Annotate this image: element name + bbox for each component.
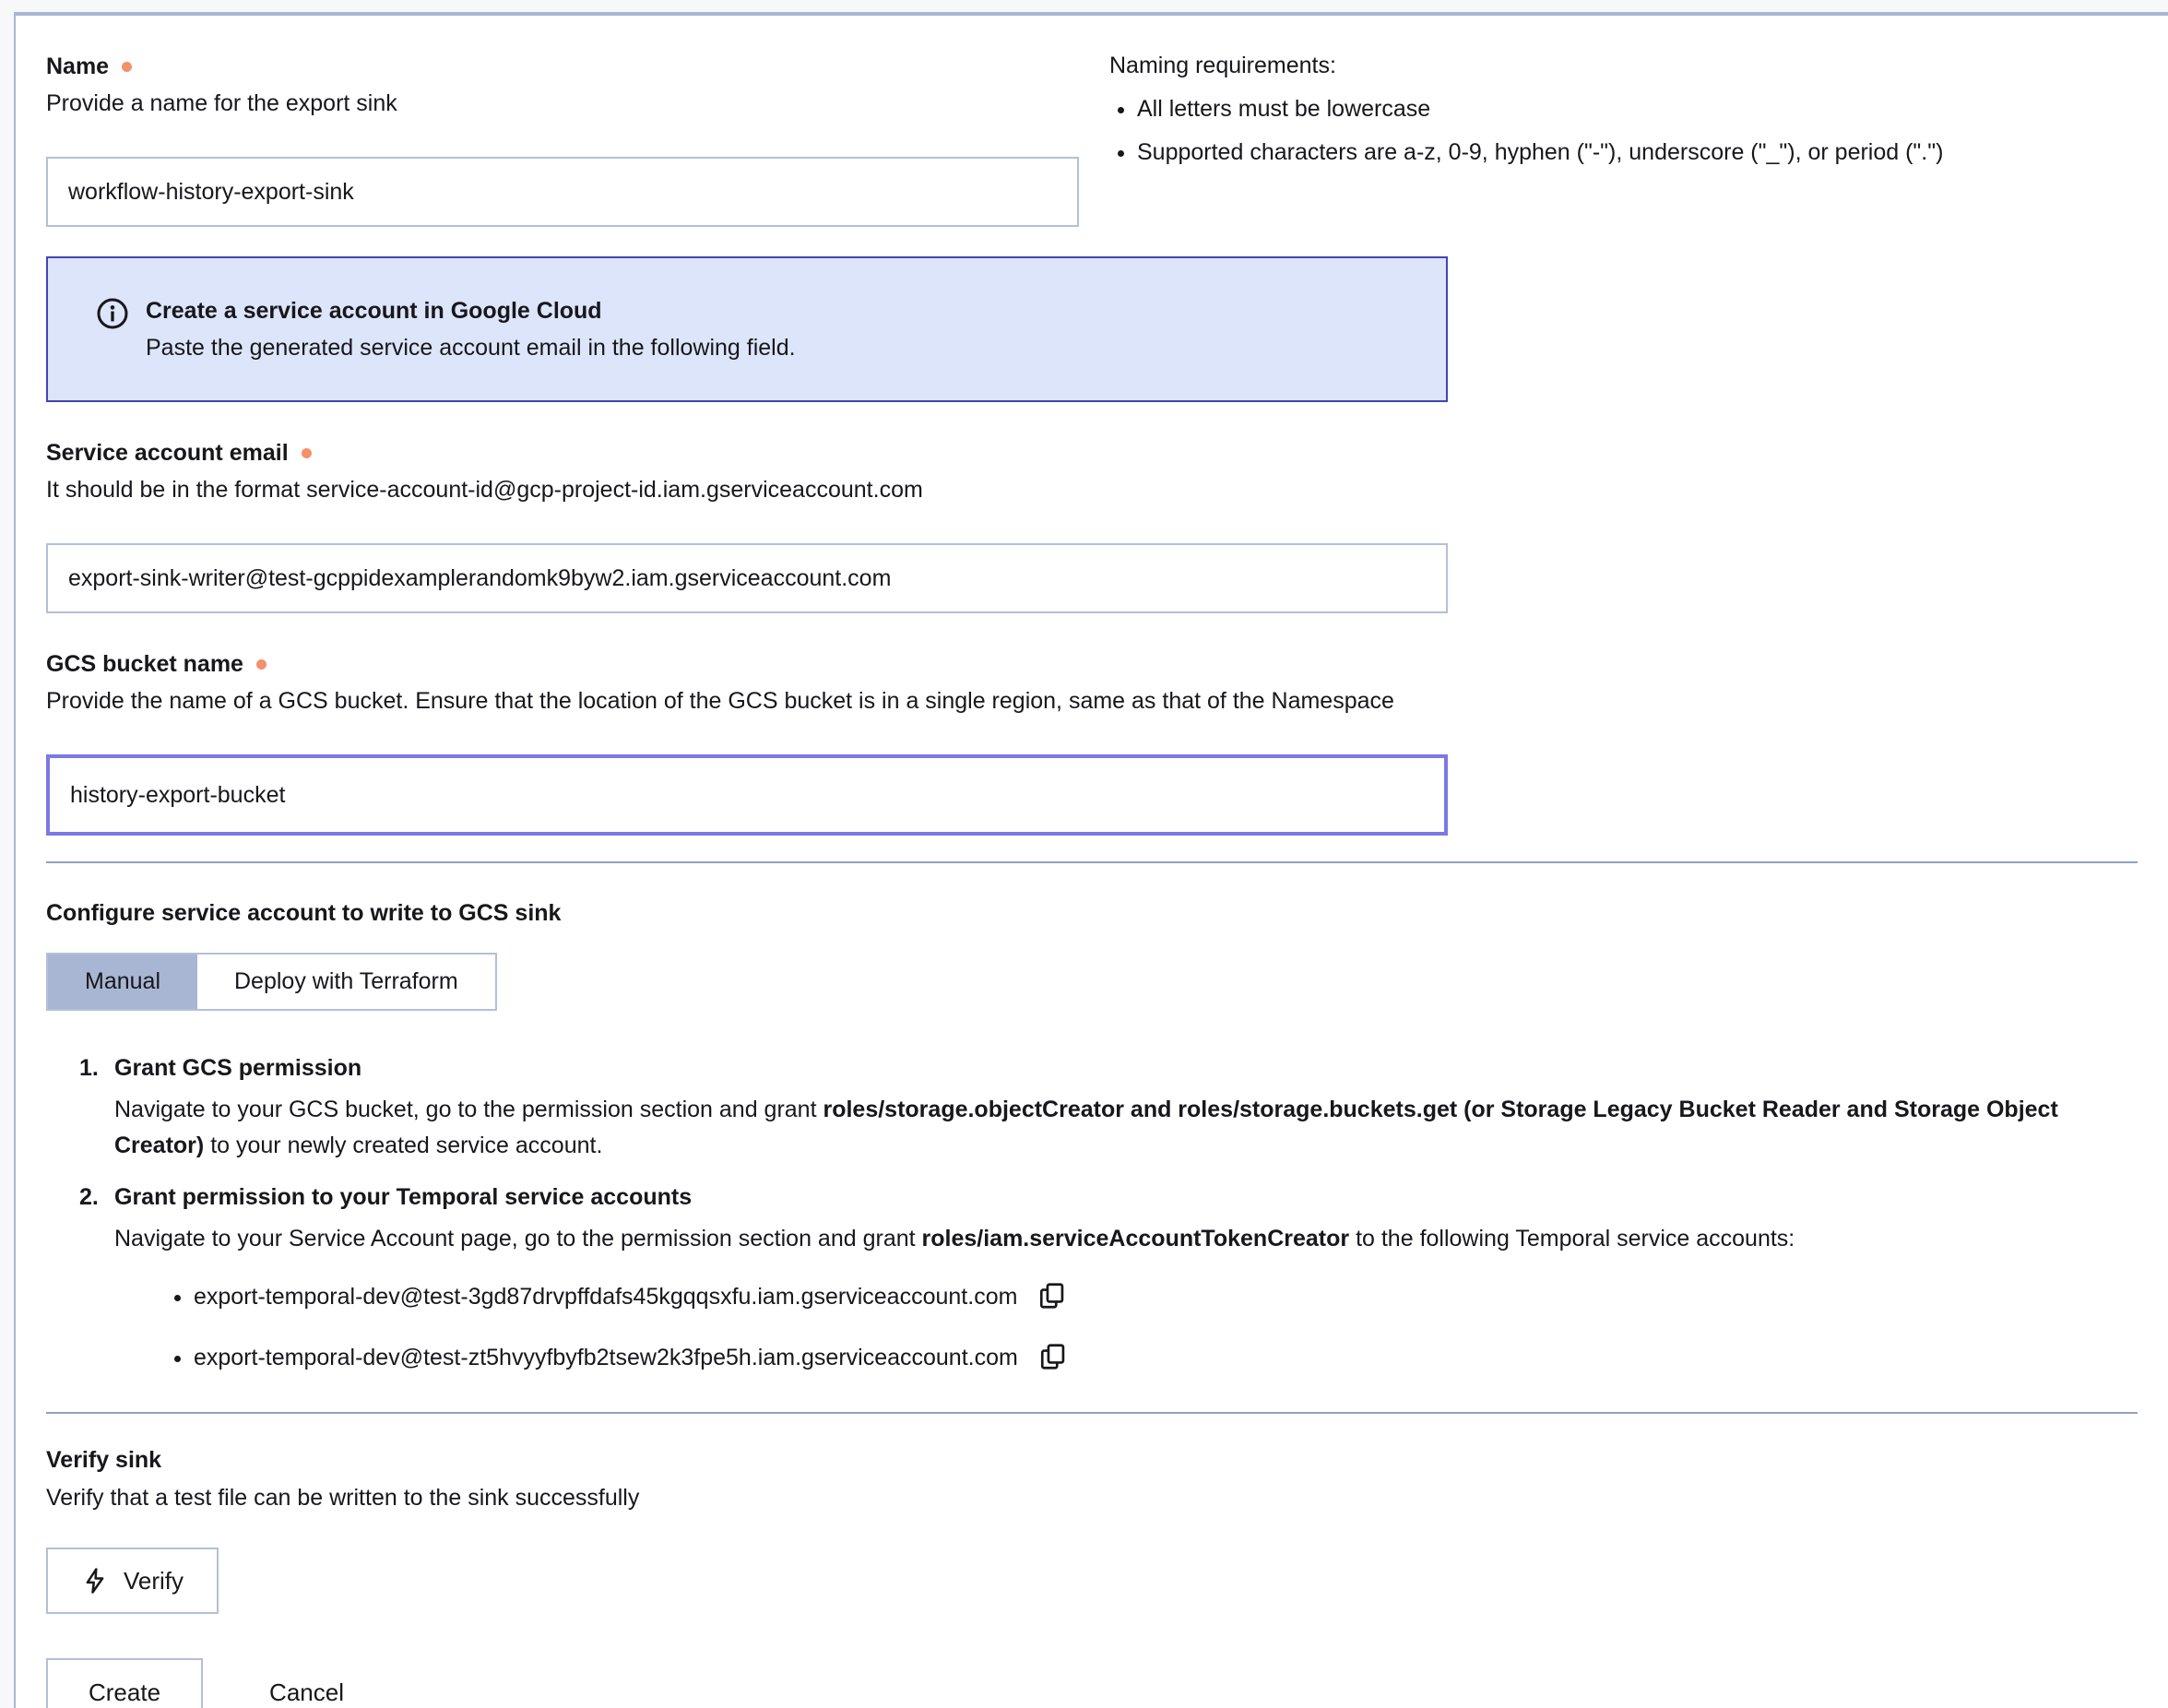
cancel-button[interactable]: Cancel xyxy=(264,1678,349,1708)
required-dot-icon xyxy=(122,62,132,72)
step-number: 1. xyxy=(79,1055,99,1081)
export-sink-form xyxy=(14,12,2168,1708)
step-title xyxy=(79,1182,2138,1212)
service-account-email-section xyxy=(46,439,2138,613)
step-title xyxy=(79,1053,2138,1083)
service-account-email-text: export-temporal-dev@test-zt5hvyyfbyfb2tsew2k3fpe5h.iam.gserviceaccount.com xyxy=(194,1345,1018,1370)
service-account-email-input[interactable] xyxy=(46,543,1448,613)
step-body-bold-text: roles/iam.serviceAccountTokenCreator xyxy=(921,1226,1350,1251)
step-title-text: Grant permission to your Temporal service accounts xyxy=(114,1184,693,1210)
name-input[interactable] xyxy=(46,157,1079,227)
configure-section-title: Configure service account to write to GCS sink xyxy=(46,900,562,926)
naming-requirement-item: • Supported characters are a-z, 0-9, hyphen ("-"), underscore ("_"), or period (".") xyxy=(1137,138,2138,166)
verify-button[interactable] xyxy=(46,1548,219,1614)
info-banner-description: Paste the generated service account email in the following field. xyxy=(146,335,796,361)
service-account-item xyxy=(194,1342,2138,1373)
verify-sink-description: Verify that a test file can be written to the sink successfully xyxy=(46,1485,640,1511)
copy-icon xyxy=(1038,1342,1068,1371)
section-divider xyxy=(46,861,2138,863)
naming-requirements-list xyxy=(1109,95,2138,166)
name-description: Provide a name for the export sink xyxy=(46,90,397,116)
copy-button[interactable] xyxy=(1038,1342,1068,1371)
step-body xyxy=(114,1092,2134,1164)
service-account-email-text: export-temporal-dev@test-3gd87drvpffdafs45kgqqsxfu.iam.gserviceaccount.com xyxy=(194,1284,1018,1310)
manual-steps xyxy=(46,1053,2138,1373)
verify-sink-title: Verify sink xyxy=(46,1447,162,1473)
copy-icon xyxy=(1037,1281,1067,1311)
info-banner xyxy=(46,256,1448,402)
info-banner-title: Create a service account in Google Cloud xyxy=(146,298,602,324)
step-body-bold-text: roles/storage.objectCreator and roles/storage.buckets.get (or Storage Legacy Bucket Reader and Storage Object Creator) xyxy=(114,1097,2058,1158)
verify-button-label: Verify xyxy=(124,1566,184,1595)
service-account-email-description: It should be in the format service-account-id@gcp-project-id.iam.gserviceaccount.com xyxy=(46,477,923,503)
step-body-text: to the following Temporal service accounts: xyxy=(1349,1226,1795,1251)
naming-requirements-title: Naming requirements: xyxy=(1109,53,1336,78)
gcs-bucket-name-description: Provide the name of a GCS bucket. Ensure that the location of the GCS bucket is in a single region, same as that of the Namespace xyxy=(46,688,1394,714)
step-number: 2. xyxy=(79,1184,99,1210)
info-banner-text xyxy=(146,295,796,363)
gcs-bucket-section xyxy=(46,650,2138,836)
step-title-text: Grant GCS permission xyxy=(114,1055,362,1081)
gcs-bucket-name-input[interactable] xyxy=(46,754,1448,836)
copy-button[interactable] xyxy=(1037,1281,1067,1311)
naming-requirements xyxy=(1109,53,2138,227)
name-label-text: Name xyxy=(46,53,110,79)
configure-tab-group xyxy=(46,953,497,1011)
tab-manual[interactable]: Manual xyxy=(48,955,197,1009)
name-field-column xyxy=(46,53,1079,227)
info-circle-icon xyxy=(96,297,129,330)
tab-deploy-with-terraform[interactable]: Deploy with Terraform xyxy=(197,955,495,1009)
form-actions xyxy=(46,1658,2138,1708)
naming-requirement-item: • All letters must be lowercase xyxy=(1137,95,2138,123)
required-dot-icon xyxy=(256,659,267,670)
section-divider xyxy=(46,1412,2138,1414)
service-account-email-label-text: Service account email xyxy=(46,440,289,466)
step-body-text: Navigate to your Service Account page, go to the permission section and grant xyxy=(114,1226,922,1251)
lightning-bolt-icon xyxy=(81,1567,109,1595)
step-body-text: Navigate to your GCS bucket, go to the permission section and grant xyxy=(114,1097,823,1122)
create-button[interactable]: Create xyxy=(46,1658,203,1708)
step-body xyxy=(114,1221,2134,1257)
step-grant-gcs-permission xyxy=(79,1053,2138,1164)
service-account-email-label xyxy=(46,439,2138,467)
gcs-bucket-name-label-text: GCS bucket name xyxy=(46,651,243,677)
service-account-item xyxy=(194,1281,2138,1312)
name-label xyxy=(46,53,1079,80)
temporal-service-account-list xyxy=(79,1281,2138,1373)
gcs-bucket-name-label xyxy=(46,650,2138,678)
step-body-text: to your newly created service account. xyxy=(204,1133,603,1158)
required-dot-icon xyxy=(302,448,312,458)
step-grant-temporal-permission xyxy=(79,1182,2138,1373)
name-section xyxy=(46,53,2138,227)
